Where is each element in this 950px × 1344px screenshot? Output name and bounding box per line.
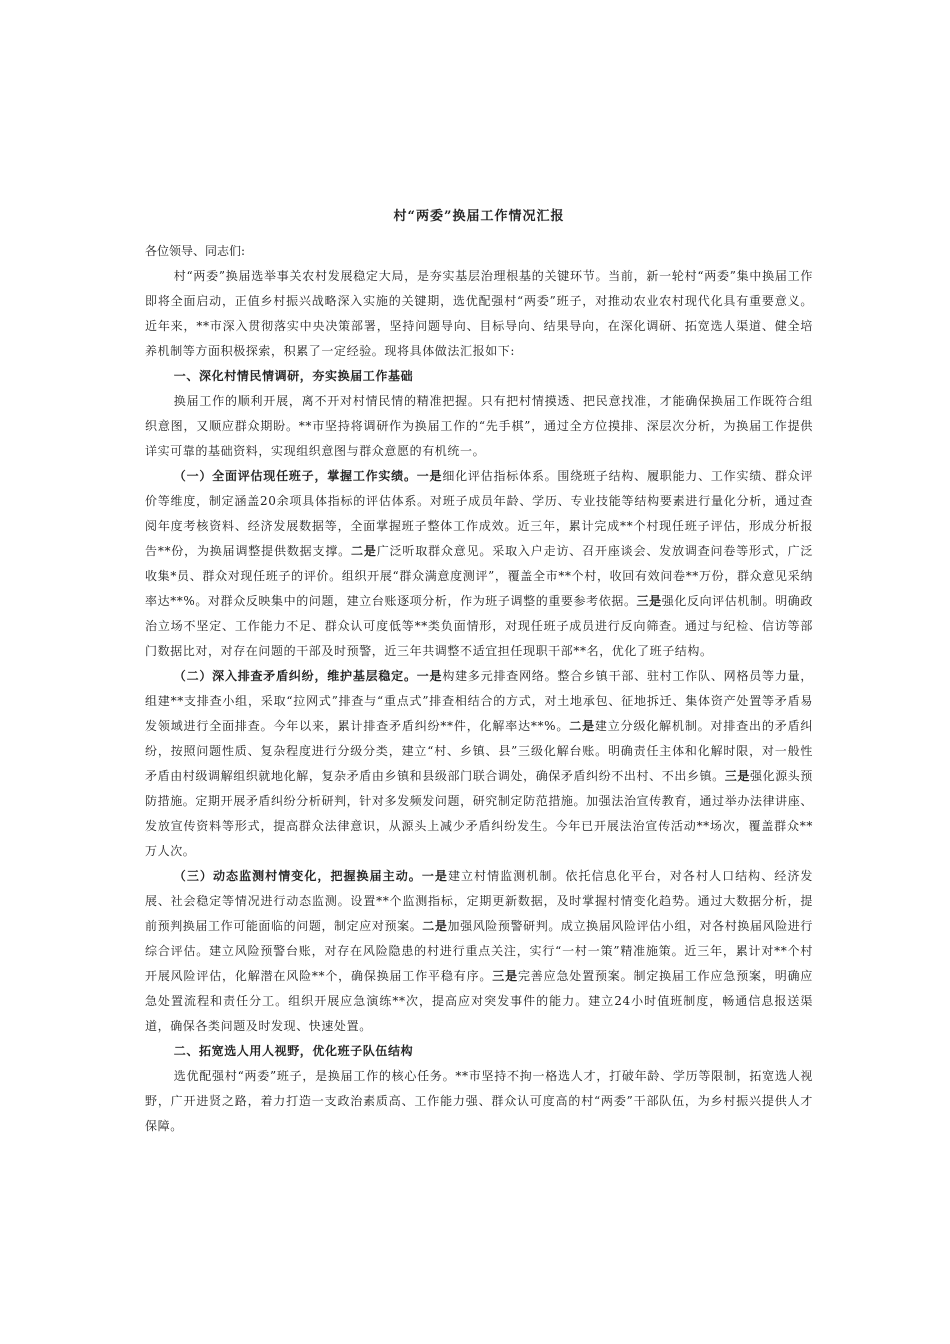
- intro-paragraph: 村“两委”换届选举事关农村发展稳定大局，是夯实基层治理根基的关键环节。当前，新一轮村“两委”集中换届工作即将全面启动，正值乡村振兴战略深入实施的关键期，选优配强村“两委”班子，对推动农业农村现代化具有重要意义。近年来，**市深入贯彻落实中央决策部署，坚持问题导向、目标导向、结果导向，在深化调研、拓宽选人渠道、健全培养机制等方面积极探索，积累了一定经验。现将具体做法汇报如下:: [145, 269, 813, 358]
- section-2-heading: 二、拓宽选人用人视野，优化班子队伍结构: [173, 1044, 414, 1058]
- point-text: 强化源头预防措施。定期开展矛盾纠纷分析研判，针对多发频发问题，研究制定防范措施。加强法治宣传教育，通过举办法律讲座、发放宣传资料等形式，提高群众法律意识，从源头上减少矛盾纠纷发生。今年已开展法治宣传活动**场次，覆盖群众**万人次。: [145, 769, 813, 858]
- document-page: [145, 205, 813, 1139]
- point-text: 广泛听取群众意见。采取入户走访、召开座谈会、发放调查问卷等形式，广泛收集*员、群众对现任班子的评价。组织开展“群众满意度测评”，覆盖全市**个村，收回有效问卷**万份，群众意见采纳率达**%。对群众反映集中的问题，建立台账逐项分析，作为班子调整的重要参考依据。: [145, 544, 814, 608]
- point-text: 构建多元排查网络。整合乡镇干部、驻村工作队、网格员等力量，组建**支排查小组，采取“拉网式”排查与“重点式”排查相结合的方式，对土地承包、征地拆迁、集体资产处置等矛盾易发领域进行全面排查。今年以来，累计排查矛盾纠纷**件，化解率达**%。: [145, 669, 813, 733]
- point-keyword: 二是: [351, 544, 377, 558]
- point-keyword: 一是: [421, 869, 448, 883]
- section-1-heading: 一、深化村情民情调研，夯实换届工作基础: [173, 369, 414, 383]
- point-text: 建立村情监测机制。依托信息化平台，对各村人口结构、经济发展、社会稳定等情况进行动态监测。设置**个监测指标，定期更新数据，及时掌握村情变化趋势。通过大数据分析，提前预判换届工作可能面临的问题，制定应对预案。: [145, 869, 813, 933]
- point-keyword: 一是: [416, 469, 443, 483]
- subsection-1-lead: （一）全面评估现任班子，掌握工作实绩。: [173, 469, 417, 483]
- document-title: 村“两委”换届工作情况汇报: [393, 209, 565, 224]
- subsection-1-paragraph: [145, 464, 813, 664]
- point-keyword: 一是: [416, 669, 443, 683]
- point-text: 完善应急处置预案。制定换届工作应急预案，明确应急处置流程和责任分工。组织开展应急演练**次，提高应对突发事件的能力。建立24小时值班制度，畅通信息报送渠道，确保各类问题及时发现、快速处置。: [145, 969, 813, 1033]
- point-keyword: 三是: [636, 594, 662, 608]
- point-keyword: 二是: [422, 919, 448, 933]
- point-text: 细化评估指标体系。围绕班子结构、履职能力、工作实绩、群众评价等维度，制定涵盖20余项具体指标的评估体系。对班子成员年龄、学历、专业技能等结构要素进行量化分析，通过查阅年度考核资料、经济发展数据等，全面掌握班子整体工作成效。近三年，累计完成**个村现任班子评估，形成分析报告**份，为换届调整提供数据支撑。: [145, 469, 813, 558]
- subsection-2-paragraph: [145, 664, 813, 864]
- subsection-3-lead: （三）动态监测村情变化，把握换届主动。: [173, 869, 422, 883]
- point-text: 强化反向评估机制。明确政治立场不坚定、工作能力不足、群众认可度低等**类负面情形，对现任班子成员进行反向筛查。通过与纪检、信访等部门数据比对，对存在问题的干部及时预警，近三年共调整不适宜担任现职干部**名，优化了班子结构。: [145, 594, 814, 658]
- point-keyword: 三是: [492, 969, 518, 983]
- point-text: 加强风险预警研判。成立换届风险评估小组，对各村换届风险进行综合评估。建立风险预警台账，对存在风险隐患的村进行重点关注，实行“一村一策”精准施策。近三年，累计对**个村开展风险评估，化解潜在风险**个，确保换届工作平稳有序。: [145, 919, 814, 983]
- section-1-intro: 换届工作的顺利开展，离不开对村情民情的精准把握。只有把村情摸透、把民意找准，才能确保换届工作既符合组织意图，又顺应群众期盼。**市坚持将调研作为换届工作的“先手棋”，通过全方位摸排、深层次分析，为换届工作提供详实可靠的基础资料，实现组织意图与群众意愿的有机统一。: [145, 394, 813, 458]
- subsection-3-paragraph: [145, 864, 813, 1039]
- section-2-intro: 选优配强村“两委”班子，是换届工作的核心任务。**市坚持不拘一格选人才，打破年龄、学历等限制，拓宽选人视野，广开进贤之路，着力打造一支政治素质高、工作能力强、群众认可度高的村“两委”干部队伍，为乡村振兴提供人才保障。: [145, 1069, 813, 1133]
- point-keyword: 三是: [724, 769, 750, 783]
- subsection-2-lead: （二）深入排查矛盾纠纷，维护基层稳定。: [173, 669, 417, 683]
- point-text: 建立分级化解机制。对排查出的矛盾纠纷，按照问题性质、复杂程度进行分级分类，建立“村、乡镇、县”三级化解台账。明确责任主体和化解时限，对一般性矛盾由村级调解组织就地化解，复杂矛盾由乡镇和县级部门联合调处，确保矛盾纠纷不出村、不出乡镇。: [145, 719, 814, 783]
- greeting: 各位领导、同志们:: [145, 244, 246, 258]
- point-keyword: 二是: [569, 719, 595, 733]
